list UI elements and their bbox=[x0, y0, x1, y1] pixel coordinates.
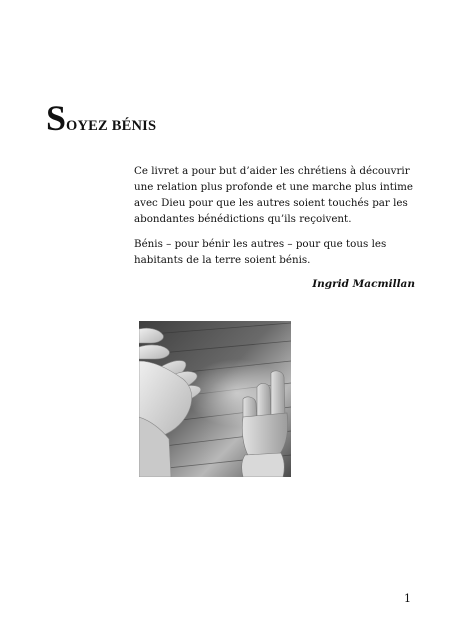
intro-text bbox=[134, 163, 424, 277]
title-text: OYEZ BÉNIS bbox=[66, 118, 157, 134]
hands-photo bbox=[139, 321, 291, 477]
title-drop-initial: S bbox=[46, 98, 67, 138]
blessing-paragraph: Bénis – pour bénir les autres – pour que tous les habitants de la terre soient bénis. bbox=[134, 238, 387, 266]
page-number: 1 bbox=[404, 592, 411, 605]
page-title bbox=[46, 100, 156, 136]
intro-paragraph: Ce livret a pour but d’aider les chrétiens à découvrir une relation plus profonde et une marche plus intime avec Dieu pour que les autres soient touchés par les abondantes bénédictions qu’ils reçoivent. bbox=[134, 165, 414, 225]
author-signature: Ingrid Macmillan bbox=[312, 278, 415, 290]
